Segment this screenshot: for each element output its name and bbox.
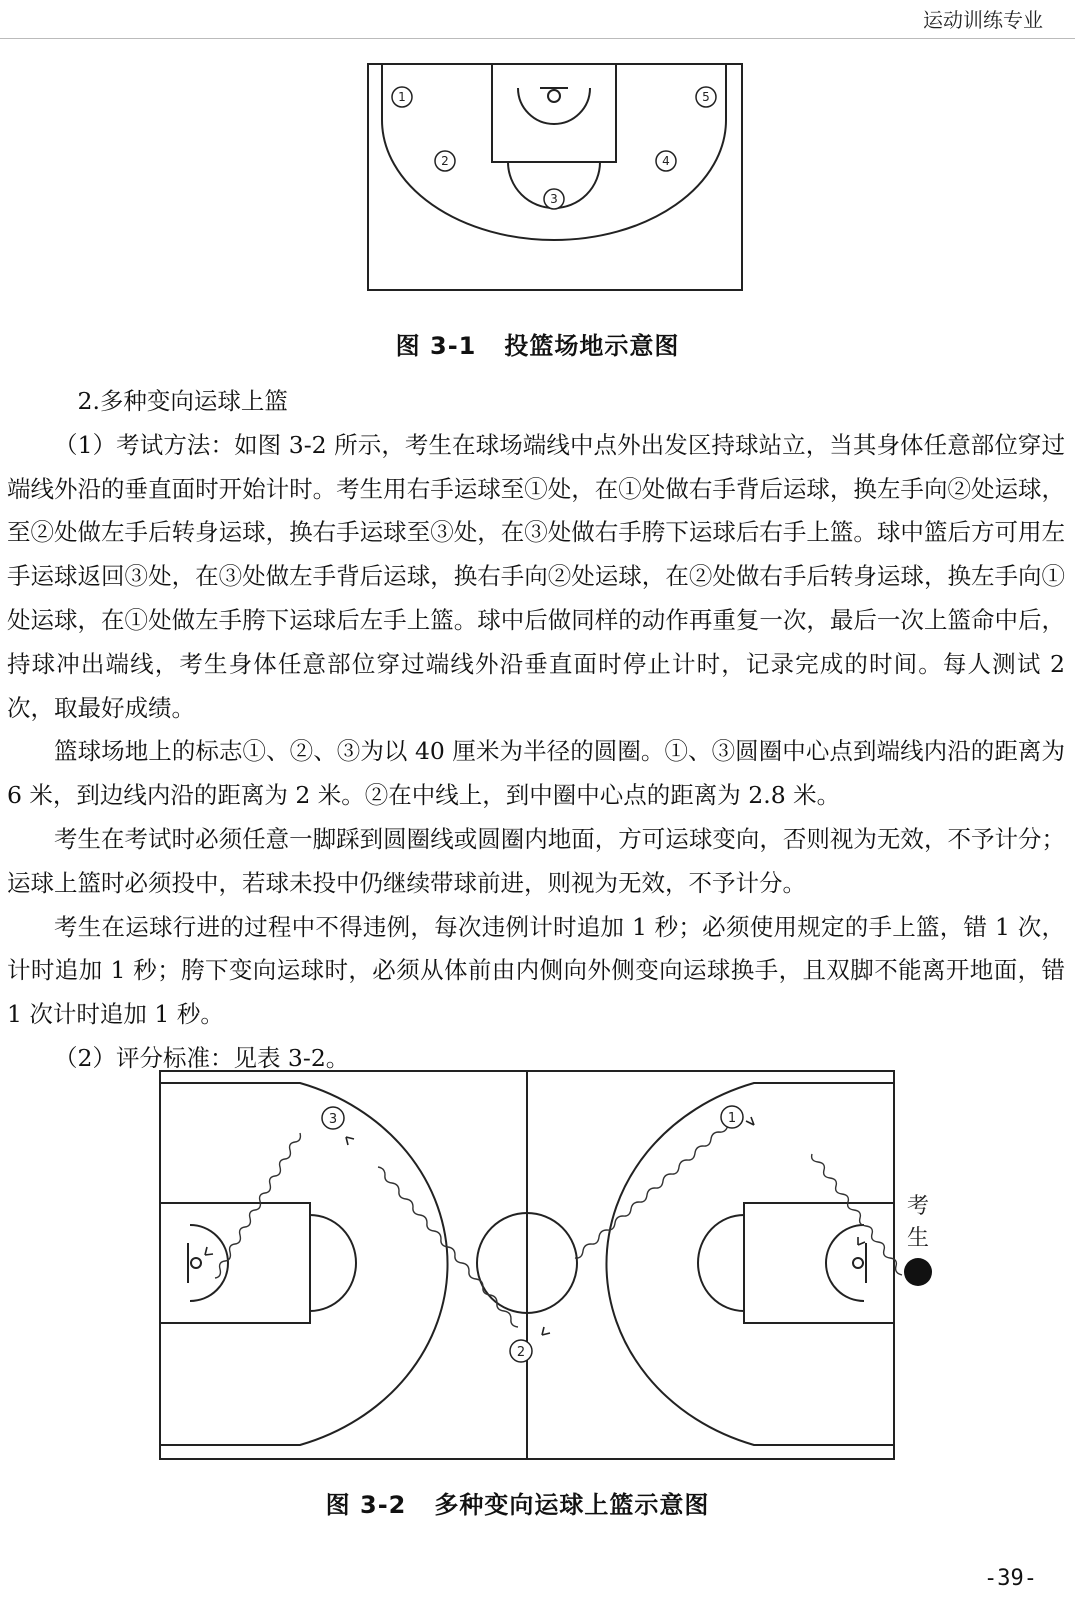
basket-rim <box>548 90 560 102</box>
caption-title: 投篮场地示意图 <box>504 332 680 360</box>
right-three-point-line <box>606 1083 894 1445</box>
paragraph: （2）评分标准：见表 3-2。 <box>54 1043 350 1072</box>
spot-label: 2 <box>516 1345 526 1360</box>
right-free-throw-arc <box>698 1215 744 1311</box>
paragraph: 考生在运球行进的过程中不得违例，每次违例计时追加 1 秒；必须使用规定的手上篮，错 1 次，计时追加 1 秒；胯下变向运球时，必须从体前由内侧向外侧变向运球换手，且双脚不能离开地面，错 1 次计时追加 1 秒。 <box>7 912 1065 1029</box>
right-basket <box>853 1258 863 1268</box>
left-restricted-arc <box>190 1225 228 1301</box>
restricted-arc <box>518 88 590 124</box>
path-spot2-to-spot3 <box>378 1167 518 1327</box>
caption-number: 图 3-1 <box>395 332 477 360</box>
right-restricted-arc <box>826 1225 864 1301</box>
left-free-throw-arc <box>310 1215 356 1311</box>
spot-label: 5 <box>702 90 710 104</box>
spot-label: 2 <box>441 154 449 168</box>
arrow-to-left-basket <box>205 1247 213 1255</box>
student-marker <box>904 1258 932 1286</box>
page-number: -39- <box>984 1566 1037 1591</box>
spot-label: 3 <box>550 192 558 206</box>
paragraph: 篮球场地上的标志①、②、③为以 40 厘米为半径的圆圈。①、③圆圈中心点到端线内沿的距离为 6 米，到边线内沿的距离为 2 米。②在中线上，到中圈中心点的距离为 2.8 米。 <box>7 737 1065 810</box>
caption-title: 多种变向运球上篮示意图 <box>434 1491 710 1519</box>
body-text <box>7 380 1065 1081</box>
figure-3-1-caption <box>0 326 1075 361</box>
arrow-to-spot2 <box>542 1327 550 1335</box>
court-boundary <box>368 64 742 290</box>
figure-3-1-court <box>360 60 748 295</box>
section-heading: 2.多种变向运球上篮 <box>77 387 288 415</box>
left-three-point-line <box>160 1083 448 1445</box>
arrow-to-spot3 <box>346 1137 354 1145</box>
paragraph: 考生在考试时必须任意一脚踩到圆圈线或圆圈内地面，方可运球变向，否则视为无效，不予计分；运球上篮时必须投中，若球未投中仍继续带球前进，则视为无效，不予计分。 <box>7 824 1065 897</box>
student-label: 考 <box>906 1194 930 1219</box>
spot-label: 4 <box>662 154 670 168</box>
caption-number: 图 3-2 <box>325 1491 407 1519</box>
path-student-to-spot1 <box>812 1154 902 1275</box>
header-divider <box>0 38 1075 39</box>
left-basket <box>191 1258 201 1268</box>
figure-3-2-court <box>150 1065 1000 1470</box>
spot-label: 1 <box>727 1111 737 1126</box>
arrow-to-spot1 <box>746 1117 754 1125</box>
free-throw-lane <box>492 64 616 162</box>
section-title: 运动训练专业 <box>923 8 1043 32</box>
right-key <box>744 1203 894 1323</box>
paragraph: （1）考试方法：如图 3-2 所示，考生在球场端线中点外出发区持球站立，当其身体任意部位穿过端线外沿的垂直面时开始计时。考生用右手运球至①处，在①处做右手背后运球，换左手向②处运球，至②处做左手后转身运球，换右手运球至③处，在③处做右手胯下运球后右手上篮。球中篮后方可用左手运球返回③处，在③处做左手背后运球，换右手向②处运球，在②处做右手后转身运球，换左手向①处运球，在①处做左手胯下运球后左手上篮。球中后做同样的动作再重复一次，最后一次上篮命中后，持球冲出端线，考生身体任意部位穿过端线外沿垂直面时停止计时，记录完成的时间。每人测试 2 次，取最好成绩。 <box>7 430 1065 722</box>
arrow-to-right-basket <box>858 1237 865 1245</box>
spot-label: 1 <box>398 90 406 104</box>
left-key <box>160 1203 310 1323</box>
spot-label: 3 <box>328 1112 338 1127</box>
figure-3-2-caption <box>0 1485 1055 1520</box>
student-label: 生 <box>906 1226 930 1251</box>
